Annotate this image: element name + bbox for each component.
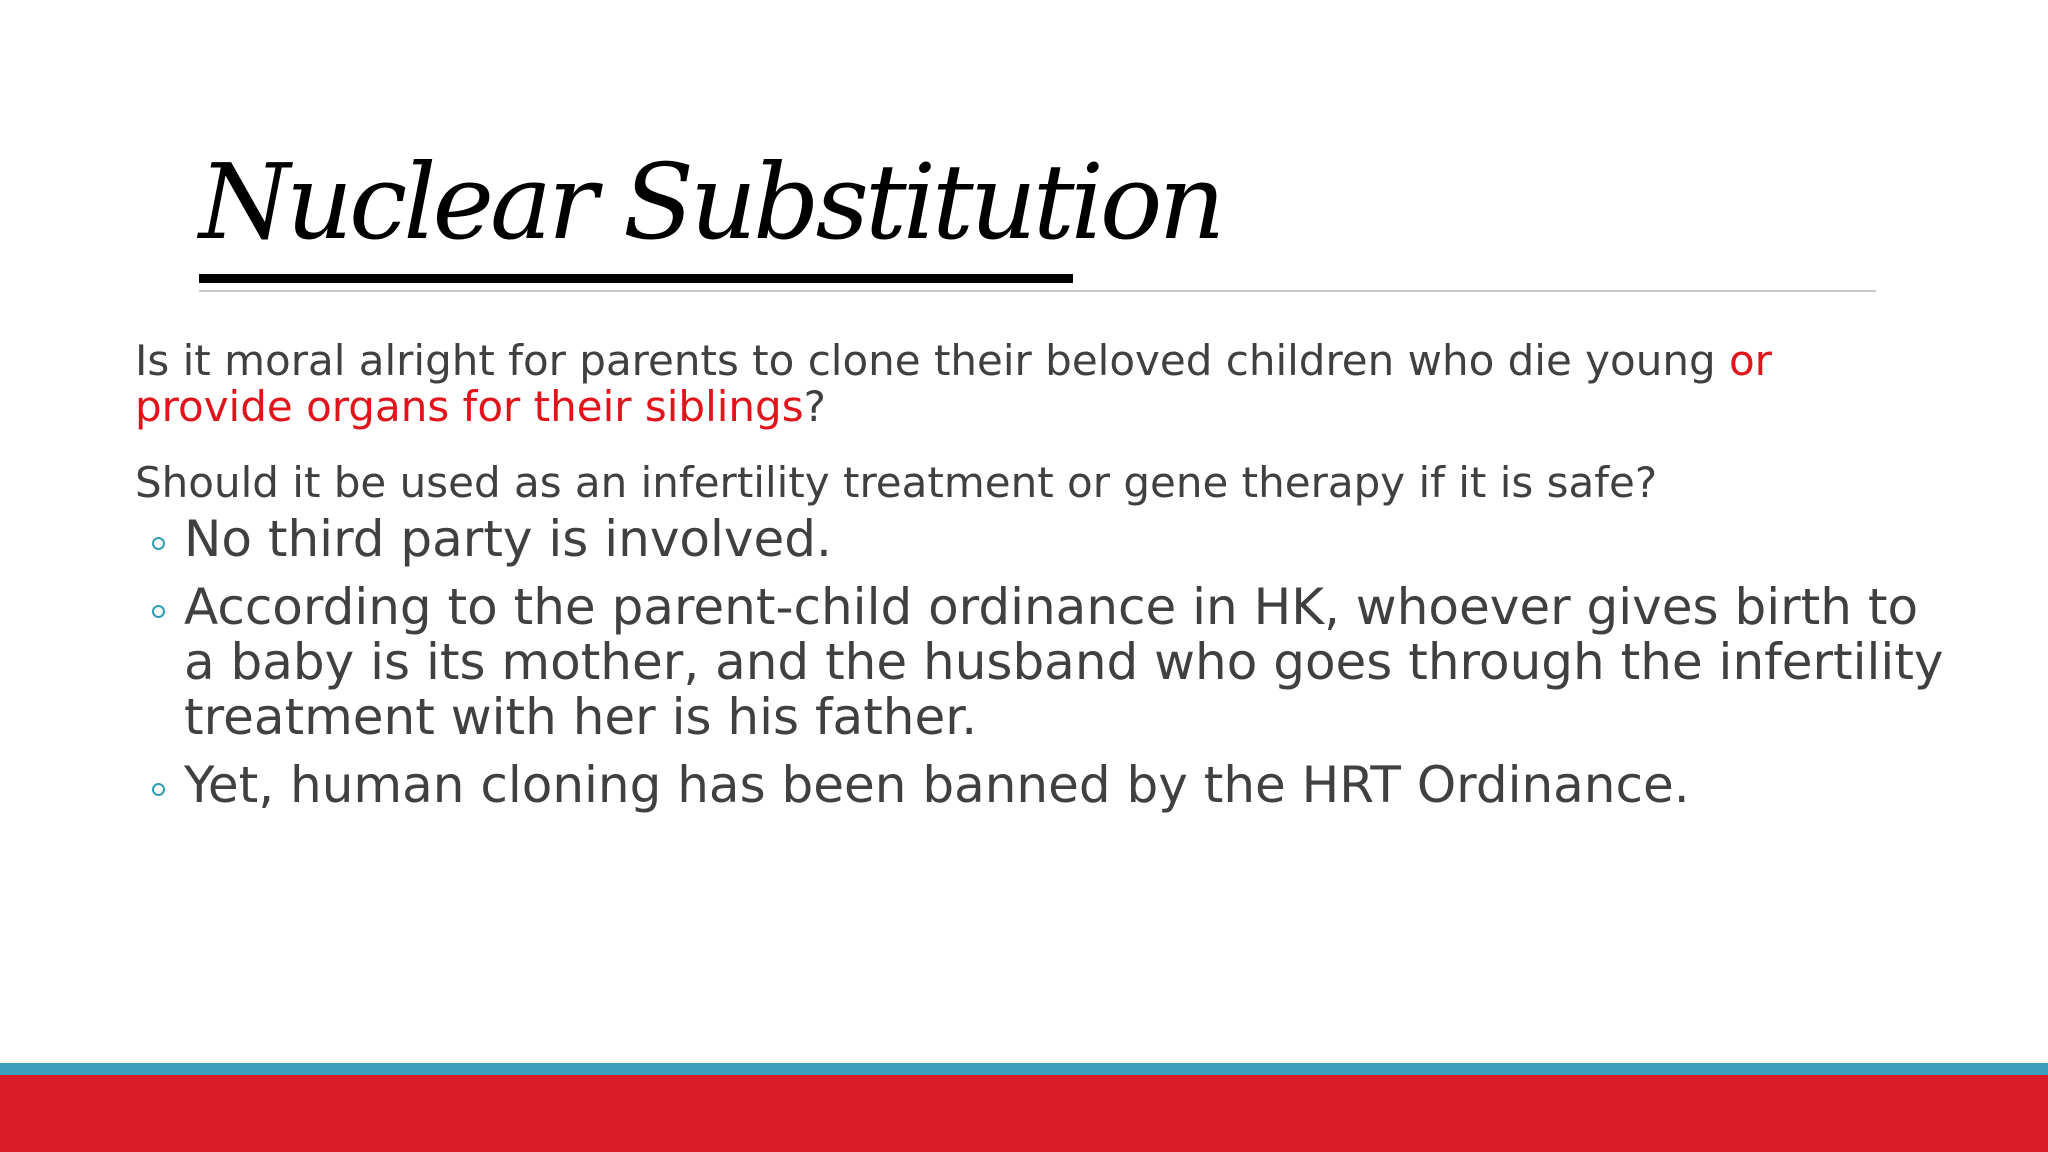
list-item <box>152 758 1952 813</box>
question-2-text: Should it be used as an infertility treatment or gene therapy if it is safe? <box>135 458 1658 507</box>
question-paragraph-2 <box>135 460 1935 506</box>
bullet-text: No third party is involved. <box>184 510 832 568</box>
title-underline <box>199 274 1073 283</box>
list-item <box>152 512 1952 567</box>
circle-bullet-icon <box>152 537 165 550</box>
question-1-mark: ? <box>803 382 826 431</box>
circle-bullet-icon <box>152 605 165 618</box>
footer-band <box>0 1075 2048 1152</box>
question-1-highlight: or provide organs for their siblings <box>135 336 1772 431</box>
bullet-list <box>152 512 1952 826</box>
bullet-text: According to the parent-child ordinance in HK, whoever gives birth to a baby is its mother, and the husband who goes through the infertility treatment with her is his father. <box>184 578 1944 746</box>
question-1-text: Is it moral alright for parents to clone their beloved children who die young <box>135 336 1729 385</box>
bullet-text: Yet, human cloning has been banned by the HRT Ordinance. <box>184 756 1690 814</box>
question-paragraph-1 <box>135 338 1935 430</box>
slide-title: Nuclear Substitution <box>199 141 1222 263</box>
circle-bullet-icon <box>152 783 165 796</box>
footer-accent-stripe <box>0 1063 2048 1075</box>
title-divider <box>199 290 1876 292</box>
list-item <box>152 580 1952 745</box>
